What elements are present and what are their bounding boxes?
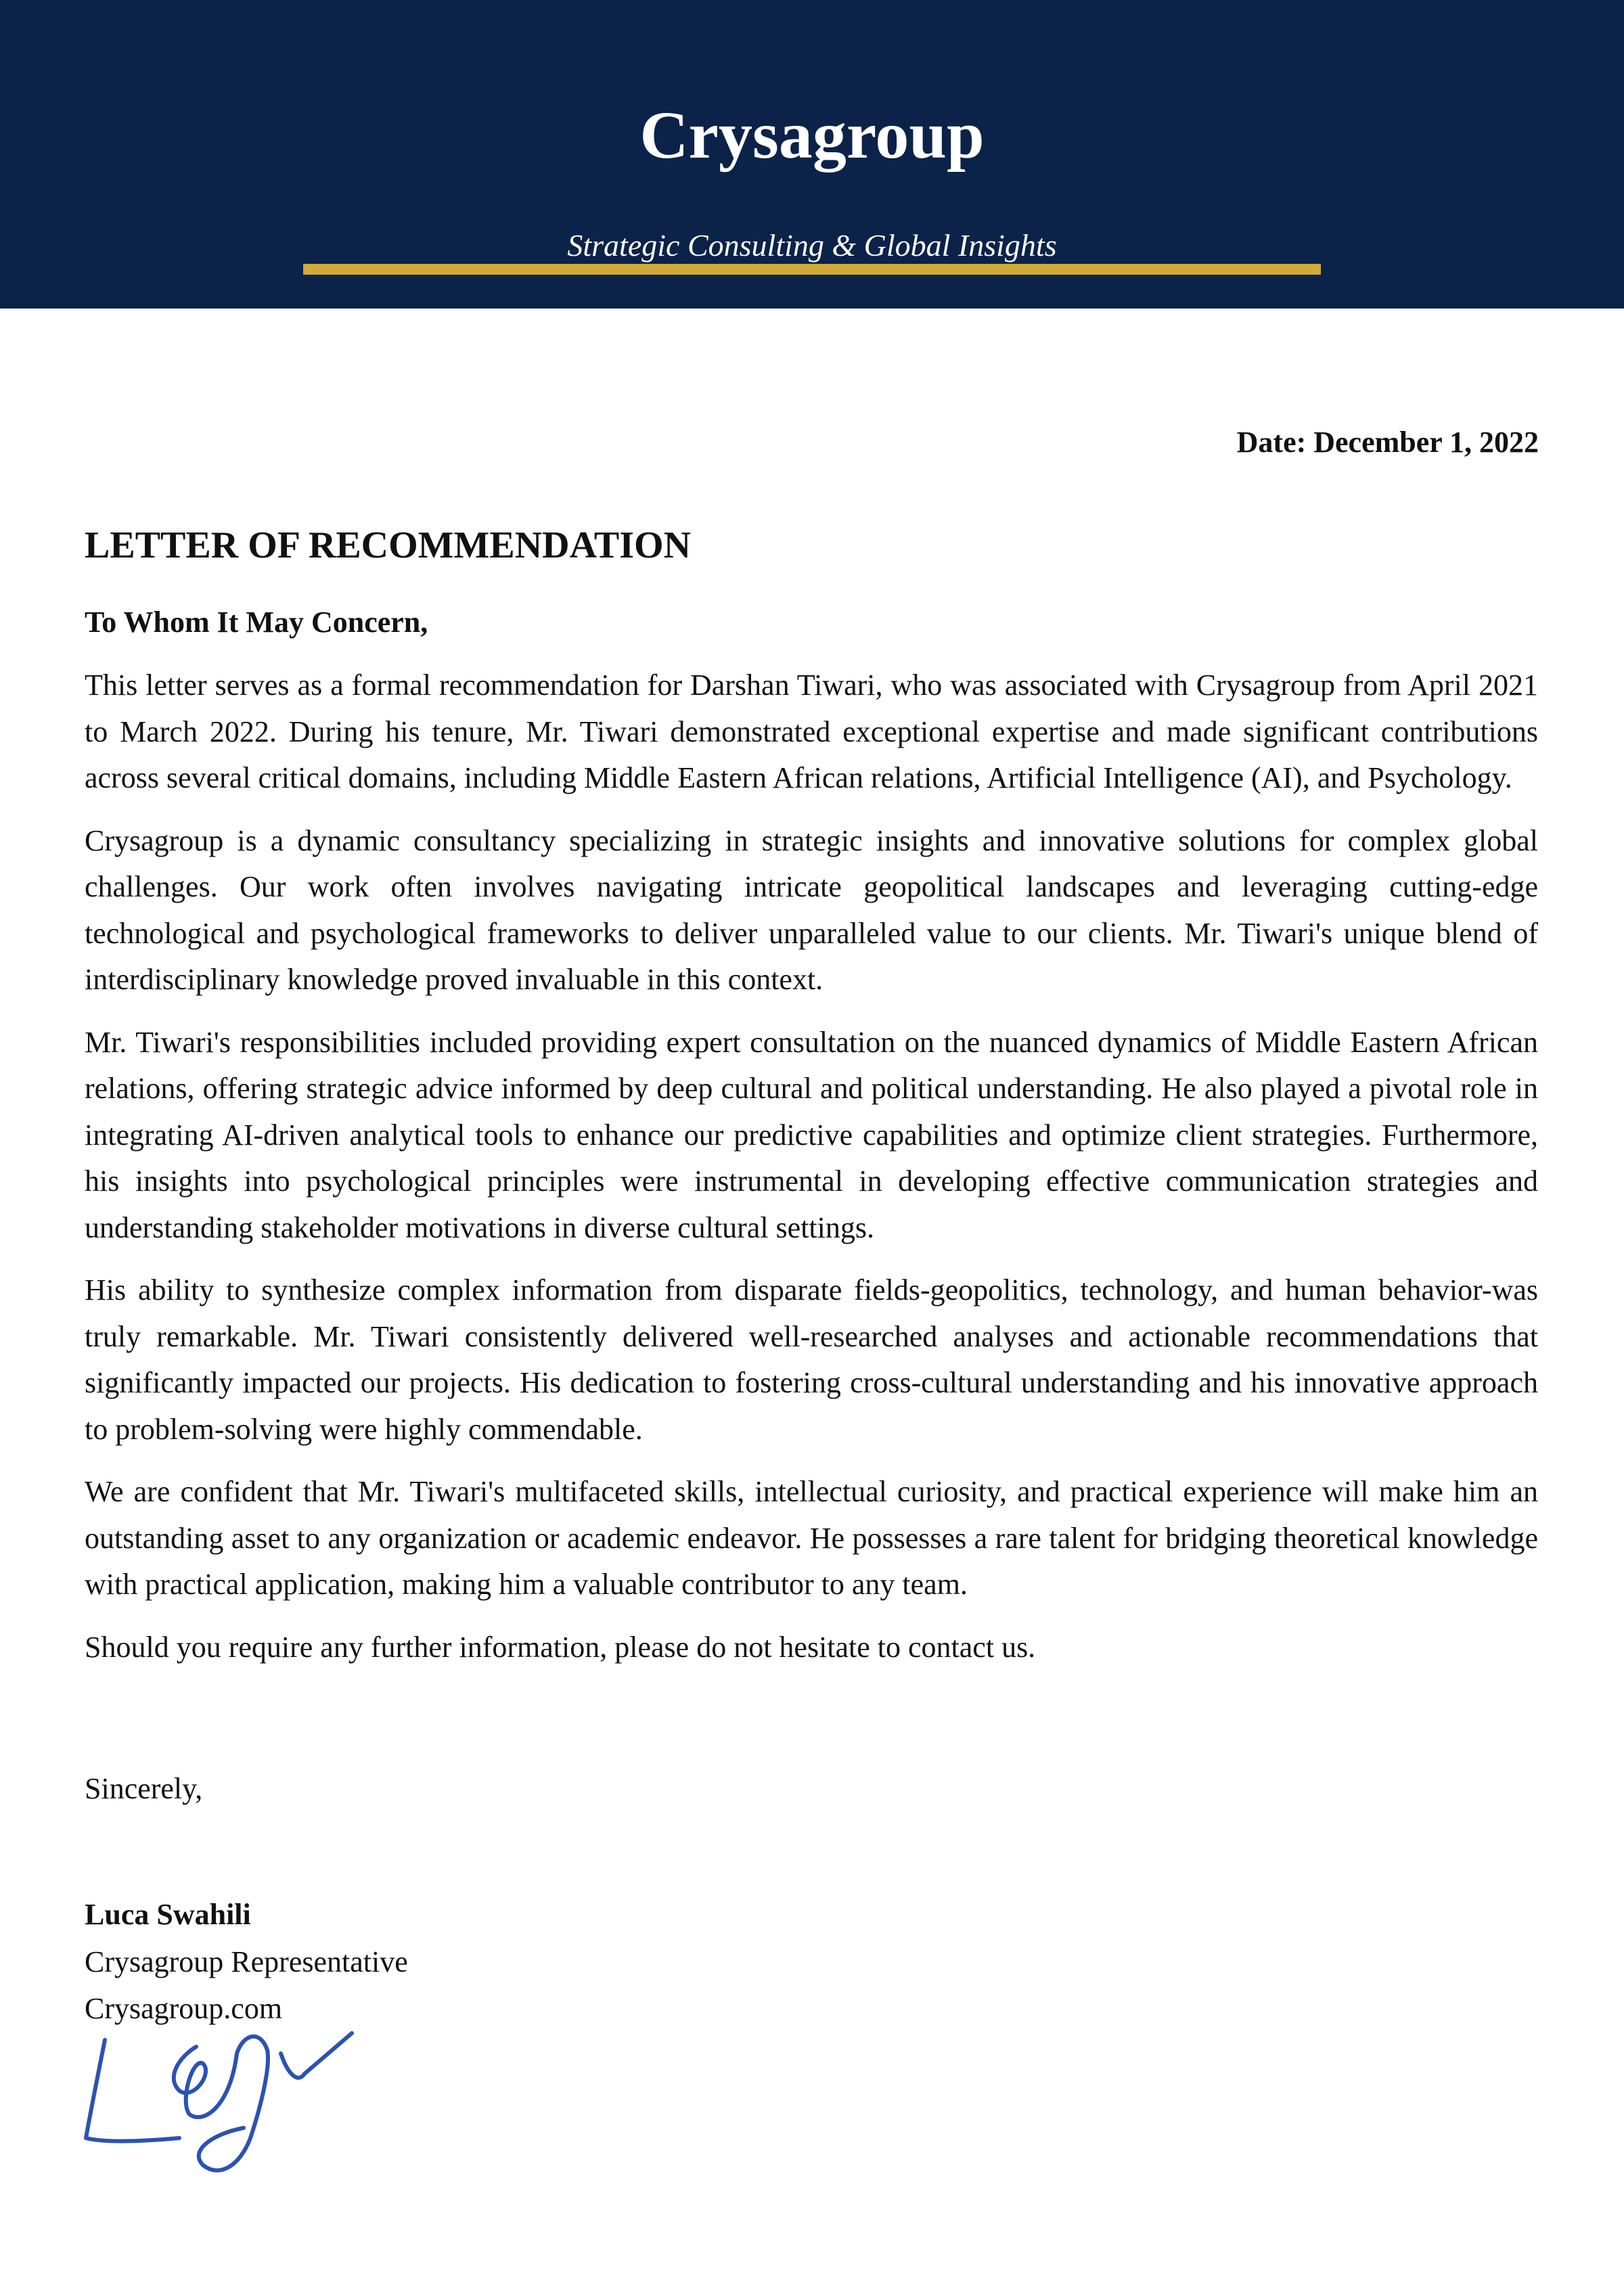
signature-stroke: [281, 2033, 352, 2078]
signer-role: Crysagroup Representative: [85, 1945, 408, 1978]
signature-stroke: [174, 2037, 268, 2171]
body-paragraph: His ability to synthesize complex information from disparate fields-geopolitics, technology, and human behavior-was truly remarkable. Mr. Tiwari consistently delivered well-researched analyses and actionable recommendations that significantly impacted our projects. His dedication to fostering cross-cultural understanding and his innovative approach to problem-solving were highly commendable.: [85, 1273, 1538, 1446]
handwritten-signature: [78, 2026, 362, 2179]
signer-name: Luca Swahili: [85, 1898, 251, 1931]
letterhead-banner: [0, 0, 1624, 309]
company-tagline: Strategic Consulting & Global Insights: [567, 228, 1057, 263]
gold-divider: [303, 264, 1321, 275]
body-paragraph: Mr. Tiwari's responsibilities included providing expert consultation on the nuanced dynamics of Middle Eastern African relations, offering strategic advice informed by deep cultural and political understanding. He also played a pivotal role in integrating AI-driven analytical tools to enhance our predictive capabilities and optimize client strategies. Furthermore, his insights into psychological principles were instrumental in developing effective communication strategies and understanding stakeholder motivations in diverse cultural settings.: [85, 1025, 1538, 1244]
body-paragraph: Crysagroup is a dynamic consultancy specializing in strategic insights and innovative solutions for complex global challenges. Our work often involves navigating intricate geopolitical landscapes and leveraging cutting-edge technological and psychological frameworks to deliver unparalleled value to our clients. Mr. Tiwari's unique blend of interdisciplinary knowledge proved invaluable in this context.: [85, 823, 1538, 996]
salutation: To Whom It May Concern,: [85, 606, 428, 639]
body-paragraph: We are confident that Mr. Tiwari's multifaceted skills, intellectual curiosity, and practical experience will make him an outstanding asset to any organization or academic endeavor. He possesses a rare talent for bridging theoretical knowledge with practical application, making him a valuable contributor to any team.: [85, 1475, 1538, 1601]
letter-date: Date: December 1, 2022: [1236, 426, 1539, 459]
body-paragraph: Should you require any further information, please do not hesitate to contact us.: [85, 1630, 1036, 1664]
body-paragraph: This letter serves as a formal recommendation for Darshan Tiwari, who was associated with Crysagroup from April 2021 to March 2022. During his tenure, Mr. Tiwari demonstrated exceptional expertise and made significant contributions across several critical domains, including Middle Eastern African relations, Artificial Intelligence (AI), and Psychology.: [85, 668, 1538, 794]
letter-body: [85, 662, 1538, 1687]
company-name: Crysagroup: [639, 97, 985, 173]
letter-title: LETTER OF RECOMMENDATION: [85, 524, 692, 566]
signature-stroke: [86, 2040, 179, 2141]
closing: Sincerely,: [85, 1772, 203, 1805]
signer-website: Crysagroup.com: [85, 1992, 283, 2025]
